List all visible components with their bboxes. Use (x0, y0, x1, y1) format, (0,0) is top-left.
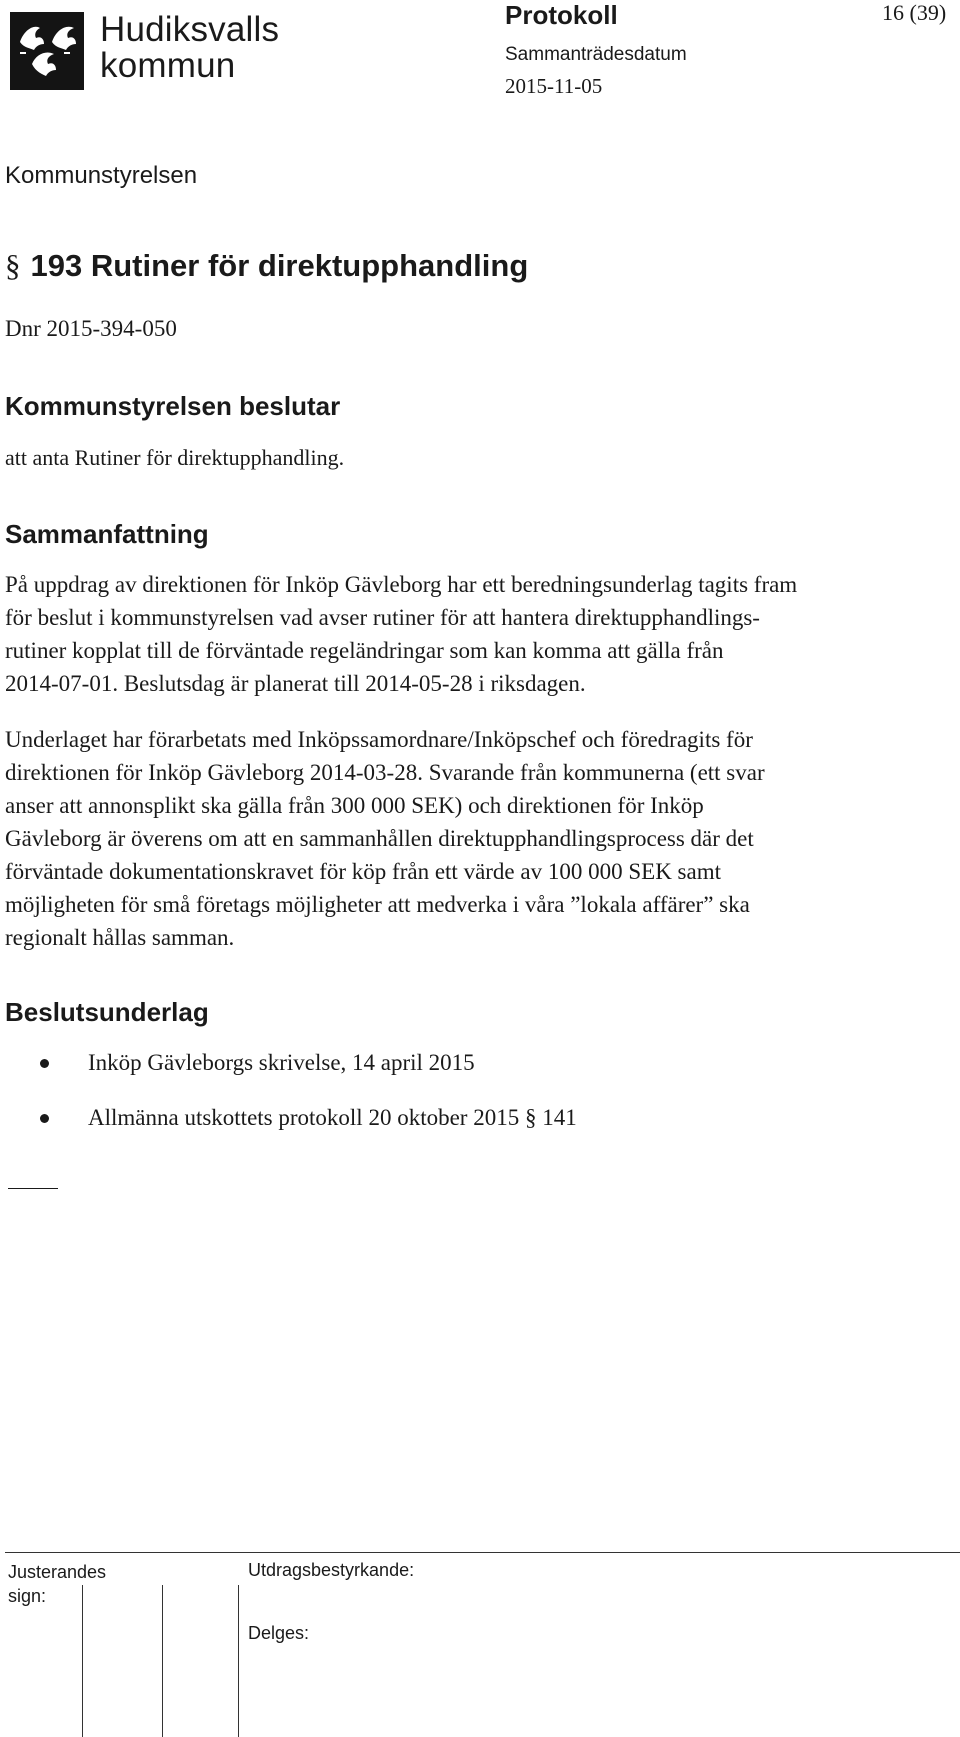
text-line: för beslut i kommunstyrelsen vad avser rutiner för att hantera direktupphandlings- (5, 605, 760, 630)
list-item (40, 1048, 577, 1103)
decision-text: att anta Rutiner för direktupphandling. (5, 445, 345, 470)
paragraph-symbol: § (524, 1105, 537, 1130)
list-item (40, 1103, 577, 1158)
bullet-icon (40, 1059, 49, 1068)
text-line: Underlaget har förarbetats med Inköpssamordnare/Inköpschef och föredragits för (5, 727, 753, 752)
logo-wordmark (100, 12, 279, 84)
text-line: anser att annonsplikt ska gälla från 300 000 SEK) och direktionen för Inköp (5, 793, 704, 818)
municipality-logo (10, 10, 280, 90)
case-number: Dnr 2015-394-050 (5, 316, 177, 341)
text-line: På uppdrag av direktionen för Inköp Gävleborg har ett beredningsunderlag tagits fram (5, 572, 798, 597)
goat-crest-icon (10, 12, 84, 90)
signature-divider (162, 1585, 163, 1737)
meeting-date-label: Sammanträdesdatum (505, 44, 687, 65)
paragraph-number: 141 (542, 1105, 577, 1130)
page-number: 16 (39) (882, 0, 947, 25)
text-line: förväntade dokumentationskravet för köp från ett värde av 100 000 SEK samt (5, 859, 721, 884)
summary-paragraph-2 (5, 723, 960, 954)
text-line: direktionen för Inköp Gävleborg 2014-03-28. Svarande från kommunerna (ett svar (5, 760, 765, 785)
text-line: regionalt hållas samman. (5, 925, 235, 950)
justerandes-line2: sign: (8, 1586, 47, 1606)
text-line: Gävleborg är överens om att en sammanhållen direktupphandlingsprocess där det (5, 826, 754, 851)
signature-divider (238, 1585, 239, 1737)
text-line: möjligheten för små företags möjligheter att medverka i våra ”lokala affärer” ska (5, 892, 750, 917)
delges-label: Delges: (248, 1623, 310, 1643)
section-heading (5, 248, 528, 284)
justerandes-label (8, 1560, 106, 1608)
paragraph-symbol: § (5, 248, 21, 283)
basis-list (40, 1048, 577, 1158)
logo-wordmark-line1: Hudiksvalls (100, 10, 280, 49)
end-divider (8, 1188, 58, 1189)
list-item-text: Allmänna utskottets protokoll 20 oktober 2015 (88, 1105, 520, 1130)
committee-name: Kommunstyrelsen (5, 162, 198, 189)
utdrag-label: Utdragsbestyrkande: (248, 1560, 415, 1580)
section-title: 193 Rutiner för direktupphandling (30, 248, 529, 283)
basis-heading: Beslutsunderlag (5, 997, 209, 1027)
list-item-text: Inköp Gävleborgs skrivelse, 14 april 2015 (88, 1050, 475, 1075)
summary-heading: Sammanfattning (5, 519, 209, 549)
footer-divider (5, 1552, 960, 1553)
logo-wordmark-line2: kommun (100, 46, 236, 85)
signature-divider (82, 1585, 83, 1737)
text-line: 2014-07-01. Beslutsdag är planerat till 2014-05-28 i riksdagen. (5, 671, 586, 696)
decision-heading: Kommunstyrelsen beslutar (5, 391, 341, 421)
justerandes-line1: Justerandes (8, 1562, 107, 1582)
document-type-title: Protokoll (505, 0, 618, 30)
summary-paragraph-1 (5, 568, 960, 700)
bullet-icon (40, 1114, 49, 1123)
meeting-date: 2015-11-05 (505, 74, 603, 98)
text-line: rutiner kopplat till de förväntade regeländringar som kan komma att gälla från (5, 638, 724, 663)
